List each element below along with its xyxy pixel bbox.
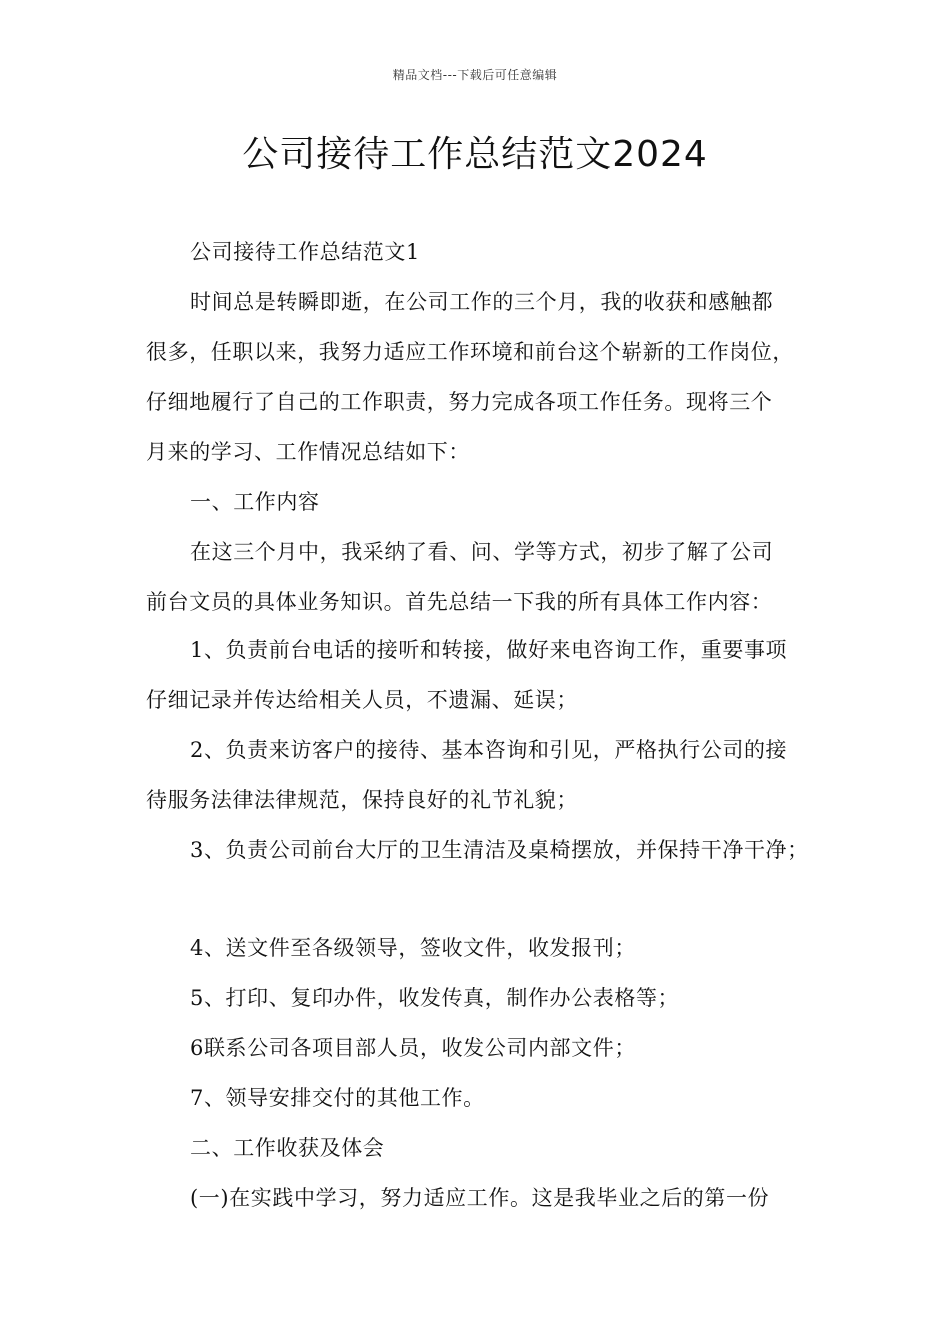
section-heading: 公司接待工作总结范文1 <box>190 240 420 264</box>
paragraph-line: (一)在实践中学习，努力适应工作。这是我毕业之后的第一份 <box>190 1186 770 1210</box>
list-item: 7、领导安排交付的其他工作。 <box>190 1086 485 1110</box>
paragraph-line: 仔细地履行了自己的工作职责，努力完成各项工作任务。现将三个 <box>146 390 773 414</box>
list-item-continuation: 仔细记录并传达给相关人员，不遗漏、延误； <box>146 688 578 712</box>
list-item-continuation: 待服务法律法律规范，保持良好的礼节礼貌； <box>146 788 578 812</box>
paragraph-line: 前台文员的具体业务知识。首先总结一下我的所有具体工作内容： <box>146 590 773 614</box>
list-item: 2、负责来访客户的接待、基本咨询和引见，严格执行公司的接 <box>190 738 788 762</box>
list-item: 6联系公司各项目部人员，收发公司内部文件； <box>190 1036 636 1060</box>
paragraph-line: 在这三个月中，我采纳了看、问、学等方式，初步了解了公司 <box>190 540 774 564</box>
section-heading: 一、工作内容 <box>190 490 320 514</box>
paragraph-line: 月来的学习、工作情况总结如下： <box>146 440 470 464</box>
paragraph-line: 很多，任职以来，我努力适应工作环境和前台这个崭新的工作岗位， <box>146 340 794 364</box>
list-item: 1、负责前台电话的接听和转接，做好来电咨询工作，重要事项 <box>190 638 788 662</box>
list-item: 5、打印、复印办件，收发传真，制作办公表格等； <box>190 986 680 1010</box>
document-title: 公司接待工作总结范文2024 <box>242 134 708 175</box>
list-item: 4、送文件至各级领导，签收文件，收发报刊； <box>190 936 636 960</box>
page-header: 精品文档---下载后可任意编辑 <box>392 68 558 82</box>
list-item: 3、负责公司前台大厅的卫生清洁及桌椅摆放，并保持干净干净； <box>190 838 809 862</box>
paragraph-line: 时间总是转瞬即逝，在公司工作的三个月，我的收获和感触都 <box>190 290 774 314</box>
section-heading: 二、工作收获及体会 <box>190 1136 385 1160</box>
